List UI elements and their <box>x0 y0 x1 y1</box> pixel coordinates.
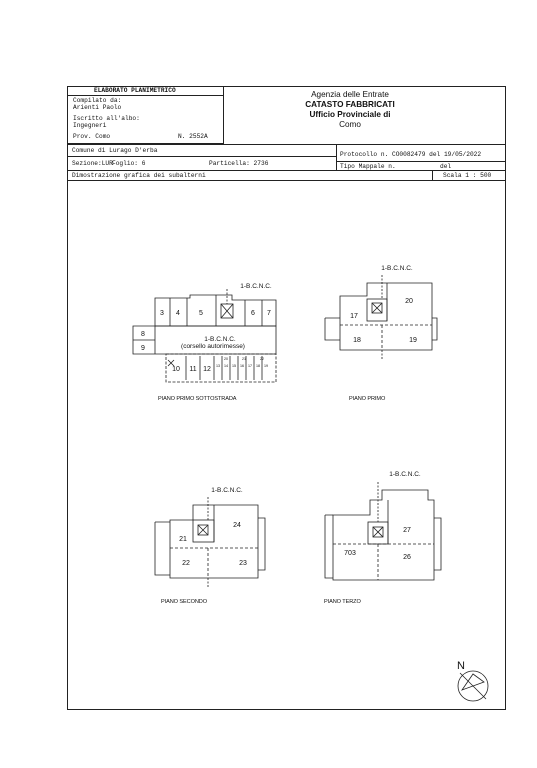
small-unit-14: 14 <box>224 364 228 368</box>
small-unit-21: 21 <box>242 357 246 361</box>
unit-19: 19 <box>409 337 417 344</box>
particella: Particella: 2736 <box>209 160 269 167</box>
unit-5: 5 <box>199 310 203 317</box>
caption-primo: PIANO PRIMO <box>349 396 386 402</box>
small-unit-22: 22 <box>260 357 264 361</box>
agency-cadastre: CATASTO FABBRICATI <box>305 100 395 109</box>
bcnc-terzo: 1-B.C.N.C. <box>389 471 421 478</box>
province: Prov. Como <box>73 133 111 140</box>
registration-number: N. 2552A <box>178 133 208 140</box>
unit-9: 9 <box>141 345 145 352</box>
plan-terzo <box>325 482 441 580</box>
unit-21: 21 <box>179 536 187 543</box>
plan-secondo <box>155 497 265 588</box>
unit-12: 12 <box>203 366 211 373</box>
small-unit-18: 18 <box>256 364 260 368</box>
unit-23: 23 <box>239 560 247 567</box>
unit-22: 22 <box>182 560 190 567</box>
small-unit-20: 20 <box>224 357 228 361</box>
unit-26: 26 <box>403 554 411 561</box>
plan-primo <box>325 275 437 360</box>
registered-label: Iscritto all'albo: <box>73 115 140 122</box>
unit-18: 18 <box>353 337 361 344</box>
unit-24: 24 <box>233 522 241 529</box>
registered-value: Ingegneri <box>73 122 107 129</box>
small-unit-19: 19 <box>264 364 268 368</box>
small-unit-15: 15 <box>232 364 236 368</box>
unit-3: 3 <box>160 310 164 317</box>
tipo-mappale: Tipo Mappale n. <box>340 163 396 170</box>
sezione: Sezione:LUR <box>72 160 113 167</box>
header-title: ELABORATO PLANIMETRICO <box>94 87 176 94</box>
bcnc-sottostrada-top: 1-B.C.N.C. <box>240 283 272 290</box>
foglio: Foglio: 6 <box>112 160 146 167</box>
agency-name: Agenzia delle Entrate <box>311 90 389 99</box>
caption-secondo: PIANO SECONDO <box>161 599 207 605</box>
unit-20: 20 <box>405 298 413 305</box>
protocollo: Protocollo n. CO0082479 del 19/05/2022 <box>340 151 482 158</box>
north-compass-icon <box>458 671 488 701</box>
unit-10: 10 <box>172 366 180 373</box>
compiled-label: Compilato da: <box>73 97 122 104</box>
bcnc-secondo: 1-B.C.N.C. <box>211 487 243 494</box>
agency-office: Ufficio Provinciale di <box>309 110 391 119</box>
unit-4: 4 <box>176 310 180 317</box>
small-unit-13: 13 <box>216 364 220 368</box>
agency-city: Como <box>339 120 361 129</box>
corsello-label: (corsello autorimesse) <box>181 343 245 350</box>
tipo-mappale-del: del <box>440 163 452 170</box>
scale: Scala 1 : 500 <box>443 172 492 179</box>
compiled-name: Arienti Paolo <box>73 104 122 111</box>
small-unit-16: 16 <box>240 364 244 368</box>
unit-11: 11 <box>189 366 197 373</box>
caption-terzo: PIANO TERZO <box>324 599 361 605</box>
small-unit-17: 17 <box>248 364 252 368</box>
north-label: N <box>457 660 465 672</box>
bcnc-sottostrada-mid: 1-B.C.N.C. <box>204 336 236 343</box>
caption-sottostrada: PIANO PRIMO SOTTOSTRADA <box>158 396 237 402</box>
unit-7: 7 <box>267 310 271 317</box>
unit-17: 17 <box>350 313 358 320</box>
unit-8: 8 <box>141 331 145 338</box>
unit-6: 6 <box>251 310 255 317</box>
unit-703: 703 <box>344 550 356 557</box>
bcnc-primo: 1-B.C.N.C. <box>381 265 413 272</box>
unit-27: 27 <box>403 527 411 534</box>
comune: Comune di Lurago D'erba <box>72 147 158 154</box>
dimostrazione-grafica: Dimostrazione grafica dei subalterni <box>72 172 206 179</box>
